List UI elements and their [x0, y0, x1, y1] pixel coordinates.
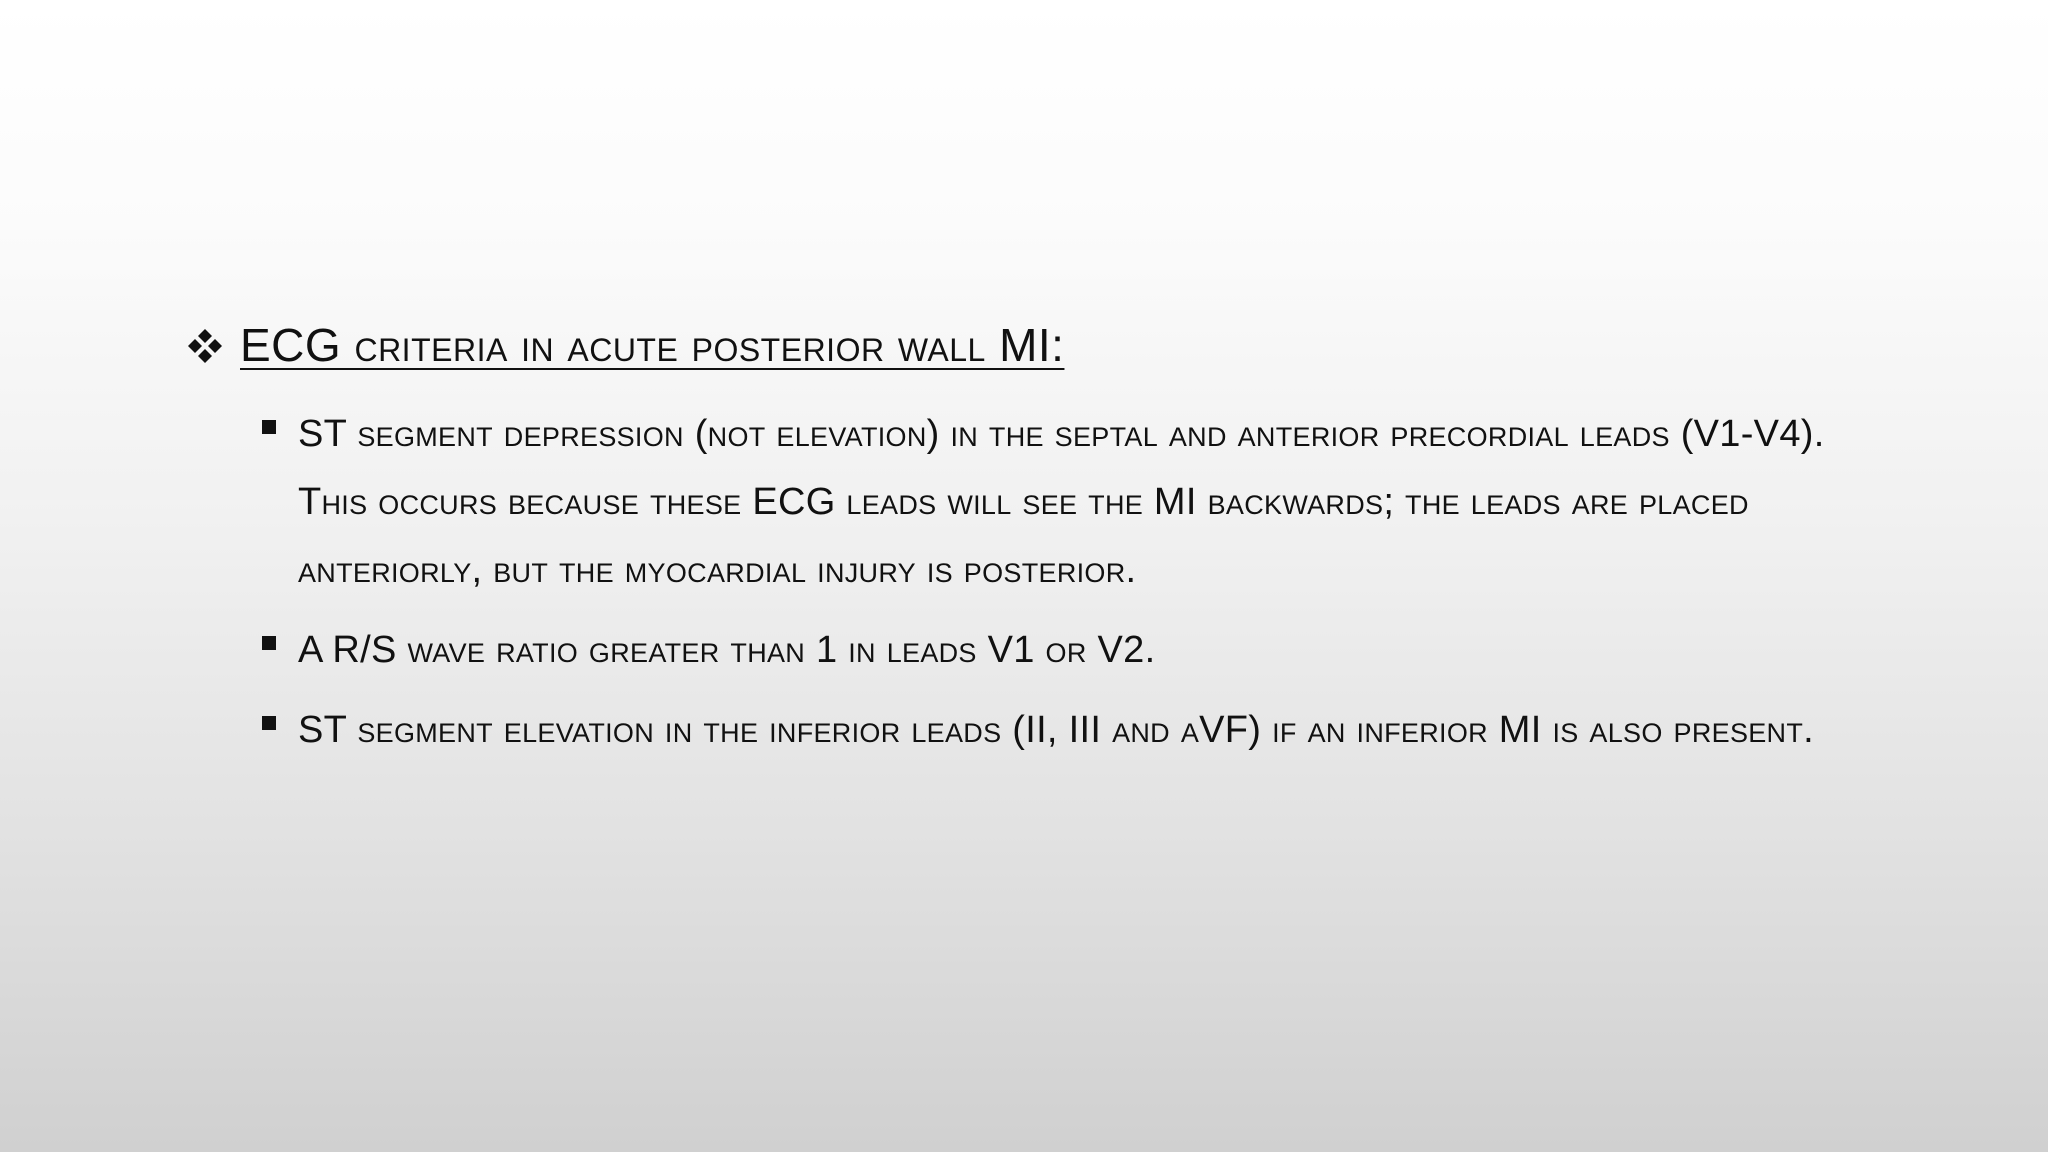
- bullet-text: A R/S wave ratio greater than 1 in leads V1 or V2.: [298, 629, 1156, 671]
- four-diamond-bullet-icon: [186, 327, 224, 365]
- bullet-list: [262, 400, 1902, 776]
- list-item: [262, 616, 1902, 684]
- list-item: [262, 696, 1902, 764]
- heading-row: [186, 318, 1064, 372]
- list-item: [262, 400, 1902, 604]
- bullet-text: ST segment depression (not elevation) in the septal and anterior precordial leads (V1-V4). This occurs because these ECG leads will see the MI backwards; the leads are placed anteriorly, but the myocardial injury is posterior.: [298, 413, 1825, 591]
- square-bullet-icon: [262, 420, 276, 434]
- slide-heading: ECG criteria in acute posterior wall MI:: [240, 319, 1065, 371]
- square-bullet-icon: [262, 636, 276, 650]
- square-bullet-icon: [262, 716, 276, 730]
- bullet-text: ST segment elevation in the inferior leads (II, III and aVF) if an inferior MI is also present.: [298, 709, 1815, 751]
